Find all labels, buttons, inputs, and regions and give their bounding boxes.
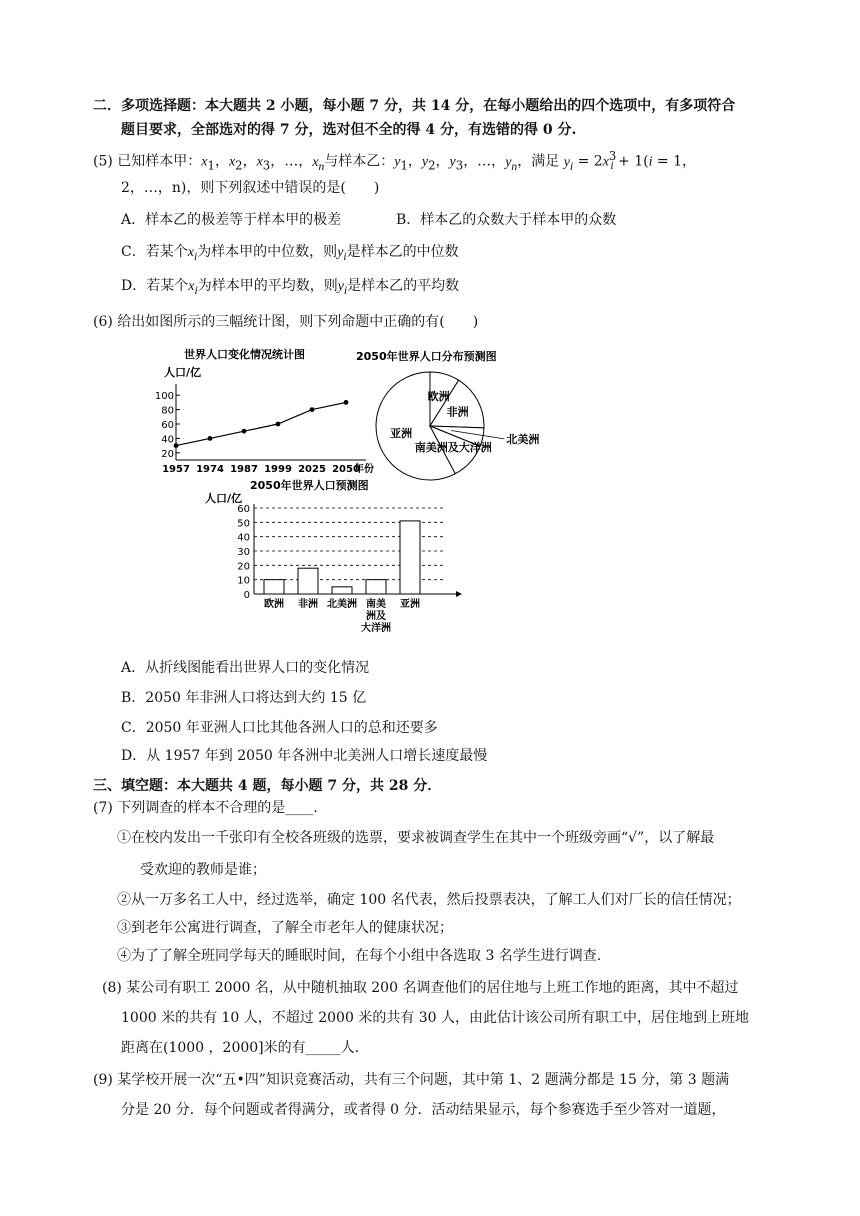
bar bbox=[264, 580, 284, 594]
bar bbox=[400, 521, 420, 594]
q6-option-d: D．从 1957 年到 2050 年各洲中北美洲人口增长速度最慢 bbox=[121, 748, 488, 764]
line-chart-xlabel: 年份 bbox=[354, 464, 374, 475]
bar-category-label: 南美 bbox=[366, 599, 386, 610]
q6-option-b: B．2050 年非洲人口将达到大约 15 亿 bbox=[121, 690, 367, 706]
section-3-title: 三、填空题：本大题共 4 题，每小题 7 分，共 28 分． bbox=[93, 778, 442, 794]
line-chart-ytick-label: 100 bbox=[154, 391, 174, 403]
pie-label: 欧洲 bbox=[427, 389, 450, 403]
section-2-title-line2: 题目要求，全部选对的得 7 分，选对但不全的得 4 分，有选错的得 0 分. bbox=[121, 122, 577, 138]
bar-category-label: 大洋洲 bbox=[361, 623, 391, 634]
q8-line2: 1000 米的共有 10 人，不超过 2000 米的共有 30 人，由此估计该公司所有职工中，居住地到上班地 bbox=[121, 1010, 750, 1026]
line-chart-title: 世界人口变化情况统计图 bbox=[184, 348, 305, 361]
q5-option-a: A．样本乙的极差等于样本甲的极差 bbox=[121, 212, 342, 228]
bar-chart-ytick-label: 30 bbox=[237, 547, 250, 558]
q7-item-1-line2: 受欢迎的教师是谁； bbox=[140, 862, 266, 878]
line-chart-series-line bbox=[176, 402, 346, 445]
bar bbox=[298, 568, 318, 594]
line-chart-ytick-label: 60 bbox=[161, 420, 174, 431]
q8-line1: (8) 某公司有职工 2000 名，从中随机抽取 200 名调查他们的居住地与上班工作地的距离，其中不超过 bbox=[102, 980, 739, 996]
line-chart-xtick-label: 1987 bbox=[230, 464, 258, 475]
q7-item-4: ④为了了解全班同学每天的睡眠时间，在每个小组中各选取 3 名学生进行调查. bbox=[117, 948, 602, 964]
line-chart-xtick-label: 2050 bbox=[332, 464, 360, 475]
bar-category-label: 洲及 bbox=[366, 611, 386, 622]
bar-chart-title: 2050年世界人口预测图 bbox=[250, 479, 369, 492]
q6-option-c: C．2050 年亚洲人口比其他各洲人口的总和还要多 bbox=[121, 720, 438, 736]
pie-label: 非洲 bbox=[446, 405, 469, 419]
line-chart-point bbox=[344, 400, 349, 405]
q5-option-b: B．样本乙的众数大于样本甲的众数 bbox=[396, 212, 617, 228]
line-chart-point bbox=[310, 407, 315, 412]
bar-category-label: 非洲 bbox=[298, 599, 318, 610]
line-chart-xtick-label: 1999 bbox=[264, 464, 292, 475]
q9-line1: (9) 某学校开展一次“五•四”知识竞赛活动，共有三个问题，其中第 1、2 题满分都是 15 分，第 3 题满 bbox=[93, 1072, 730, 1088]
q5-stem-line1: (5) 已知样本甲：$x_1$，$x_2$，$x_3$，…，$x_n$与样本乙：$y_1$，$y_2$，$y_3$，…，$y_n$，满足 $y_i = 2x^3_i + 1(i = 1$， bbox=[93, 149, 697, 173]
q7-item-3: ③到老年公寓进行调查，了解全市老年人的健康状况； bbox=[117, 920, 453, 936]
line-chart-point bbox=[276, 422, 281, 427]
line-chart-ytick-label: 40 bbox=[161, 434, 174, 446]
q6-stem: (6) 给出如图所示的三幅统计图，则下列命题中正确的有( ) bbox=[93, 314, 479, 330]
bar-category-label: 欧洲 bbox=[264, 599, 284, 610]
line-chart-xtick-label: 1974 bbox=[196, 464, 224, 475]
line-chart-xtick-label: 1957 bbox=[162, 464, 190, 475]
bar-chart-ytick-label: 60 bbox=[237, 504, 250, 515]
bar-chart-ylabel: 人口/亿 bbox=[205, 492, 243, 505]
q5-option-c: C．若某个$x_i$为样本甲的中位数，则$y_i$是样本乙的中位数 bbox=[121, 244, 459, 263]
line-chart-point bbox=[208, 436, 213, 441]
q5-option-d: D．若某个$x_i$为样本甲的平均数，则$y_i$是样本乙的平均数 bbox=[121, 278, 460, 297]
q7-item-1-line1: ①在校内发出一千张印有全校各班级的选票，要求被调查学生在其中一个班级旁画“√”，以了解最 bbox=[117, 830, 715, 846]
line-chart-ytick-label: 20 bbox=[161, 448, 174, 460]
bar-chart-ytick-label: 0 bbox=[243, 590, 250, 601]
line-chart-point bbox=[174, 443, 179, 448]
q7-item-2: ②从一万多名工人中，经过选举，确定 100 名代表，然后投票表决，了解工人们对厂长的信任情况； bbox=[117, 892, 741, 908]
bar bbox=[332, 587, 352, 594]
line-chart-ylabel: 人口/亿 bbox=[164, 366, 202, 379]
line-chart-ytick-label: 80 bbox=[161, 405, 174, 417]
bar bbox=[366, 580, 386, 594]
bar-chart-ytick-label: 10 bbox=[237, 575, 250, 587]
bar-category-label: 亚洲 bbox=[400, 599, 420, 610]
pie-label: 亚洲 bbox=[390, 427, 413, 441]
bar-chart-ytick-label: 50 bbox=[237, 518, 250, 530]
q7-stem: (7) 下列调查的样本不合理的是____. bbox=[93, 800, 318, 816]
bar-category-label: 北美洲 bbox=[327, 599, 357, 610]
pie-chart-title: 2050年世界人口分布预测图 bbox=[356, 350, 497, 363]
bar-chart-ytick-label: 40 bbox=[237, 532, 250, 544]
q6-option-a: A．从折线图能看出世界人口的变化情况 bbox=[121, 660, 370, 676]
pie-label: 南美洲及大洋洲 bbox=[414, 440, 492, 454]
line-chart-xtick-label: 2025 bbox=[298, 464, 326, 475]
line-chart-point bbox=[242, 429, 247, 434]
bar-chart bbox=[200, 478, 480, 638]
section-2-title-line1: 二．多项选择题：本大题共 2 小题，每小题 7 分，共 14 分，在每小题给出的四个选项中，有多项符合 bbox=[93, 98, 736, 114]
bar-chart-ytick-label: 20 bbox=[237, 561, 250, 573]
pie-label: 北美洲 bbox=[506, 432, 540, 446]
q8-line3: 距离在(1000 ，2000]米的有_____人. bbox=[121, 1040, 360, 1056]
q9-line2: 分是 20 分．每个问题或者得满分，或者得 0 分．活动结果显示，每个参赛选手至少答对一道题， bbox=[121, 1102, 726, 1118]
q5-stem-line2: 2，…，n)，则下列叙述中错误的是( ) bbox=[121, 180, 380, 196]
